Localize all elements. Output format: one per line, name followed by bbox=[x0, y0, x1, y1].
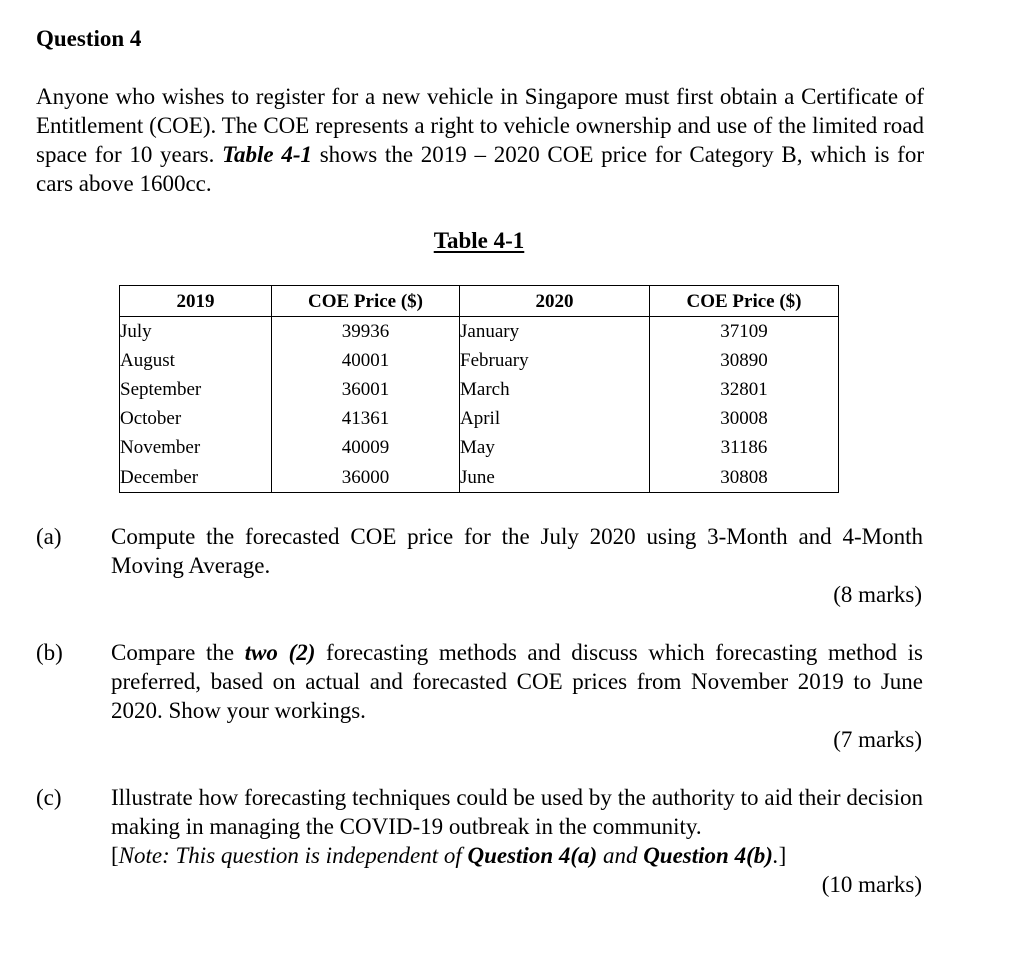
part-c-main-text: Illustrate how forecasting techniques could be used by the authority to aid their decision making in managing the COVID-19 outbreak in the community. bbox=[111, 785, 923, 839]
header-2019: 2019 bbox=[120, 286, 272, 317]
intro-table-reference: Table 4-1 bbox=[222, 142, 312, 167]
part-b-emphasis-number: (2) bbox=[288, 640, 316, 665]
header-2020: 2020 bbox=[460, 286, 650, 317]
part-a-label: (a) bbox=[36, 524, 62, 549]
price-2020-cell: 32801 bbox=[650, 375, 839, 404]
month-2020-cell: February bbox=[460, 346, 650, 375]
price-2019-cell: 40009 bbox=[272, 433, 460, 462]
part-c-text bbox=[111, 783, 923, 870]
table-row bbox=[120, 375, 839, 404]
table-row bbox=[120, 317, 839, 347]
month-2019-cell: October bbox=[120, 404, 272, 433]
part-c-note-open: [ bbox=[111, 843, 119, 868]
price-2020-cell: 30808 bbox=[650, 462, 839, 493]
part-c-note-period: . bbox=[772, 843, 779, 868]
month-2020-cell: March bbox=[460, 375, 650, 404]
part-b-label: (b) bbox=[36, 640, 63, 665]
price-2020-cell: 31186 bbox=[650, 433, 839, 462]
price-2019-cell: 40001 bbox=[272, 346, 460, 375]
month-2019-cell: November bbox=[120, 433, 272, 462]
table-header-row bbox=[120, 286, 839, 317]
month-2020-cell: January bbox=[460, 317, 650, 347]
price-2020-cell: 30890 bbox=[650, 346, 839, 375]
table-caption: Table 4-1 bbox=[433, 228, 525, 253]
part-c-note-ref-b: Question 4(b) bbox=[643, 843, 773, 868]
header-coe-price-2019: COE Price ($) bbox=[272, 286, 460, 317]
price-2020-cell: 30008 bbox=[650, 404, 839, 433]
month-2020-cell: June bbox=[460, 462, 650, 493]
price-2019-cell: 36000 bbox=[272, 462, 460, 493]
intro-text-2: shows the 2019 – 2020 COE price for Category B, which is for cars above 1600cc. bbox=[36, 142, 924, 196]
month-2019-cell: September bbox=[120, 375, 272, 404]
header-coe-price-2020: COE Price ($) bbox=[650, 286, 839, 317]
table-row bbox=[120, 404, 839, 433]
part-b-emphasis-two: two bbox=[244, 640, 278, 665]
intro-text-1: Anyone who wishes to register for a new vehicle in Singapore must first obtain a Certificate of Entitlement (COE). The COE represents a right to vehicle ownership and use of the limited road space for 10 years. bbox=[36, 84, 924, 167]
part-b-text bbox=[111, 638, 923, 725]
table-row bbox=[120, 346, 839, 375]
month-2020-cell: May bbox=[460, 433, 650, 462]
part-a-marks: (8 marks) bbox=[833, 582, 922, 607]
part-c-marks: (10 marks) bbox=[821, 872, 922, 897]
part-c-note-text: Note: This question is independent of bbox=[118, 843, 468, 868]
part-b-text-after: forecasting methods and discuss which forecasting method is preferred, based on actual and forecasted COE prices from November 2019 to June 2020. Show your workings. bbox=[111, 640, 923, 723]
part-c-note-and: and bbox=[597, 843, 644, 868]
part-c-note-ref-a: Question 4(a) bbox=[467, 843, 598, 868]
part-c-label: (c) bbox=[36, 785, 62, 810]
price-2019-cell: 39936 bbox=[272, 317, 460, 347]
part-a-text: Compute the forecasted COE price for the July 2020 using 3-Month and 4-Month Moving Average. bbox=[111, 524, 923, 578]
part-c-note-close: ] bbox=[778, 843, 787, 868]
part-c-note bbox=[111, 843, 786, 868]
table-row bbox=[120, 433, 839, 462]
part-b-text-before: Compare the bbox=[111, 640, 245, 665]
price-2020-cell: 37109 bbox=[650, 317, 839, 347]
price-2019-cell: 41361 bbox=[272, 404, 460, 433]
table-row bbox=[120, 462, 839, 493]
month-2020-cell: April bbox=[460, 404, 650, 433]
month-2019-cell: July bbox=[120, 317, 272, 347]
month-2019-cell: December bbox=[120, 462, 272, 493]
intro-paragraph bbox=[36, 82, 924, 198]
price-2019-cell: 36001 bbox=[272, 375, 460, 404]
part-b-marks: (7 marks) bbox=[833, 727, 922, 752]
coe-price-table bbox=[119, 285, 839, 493]
month-2019-cell: August bbox=[120, 346, 272, 375]
question-title: Question 4 bbox=[36, 26, 142, 51]
